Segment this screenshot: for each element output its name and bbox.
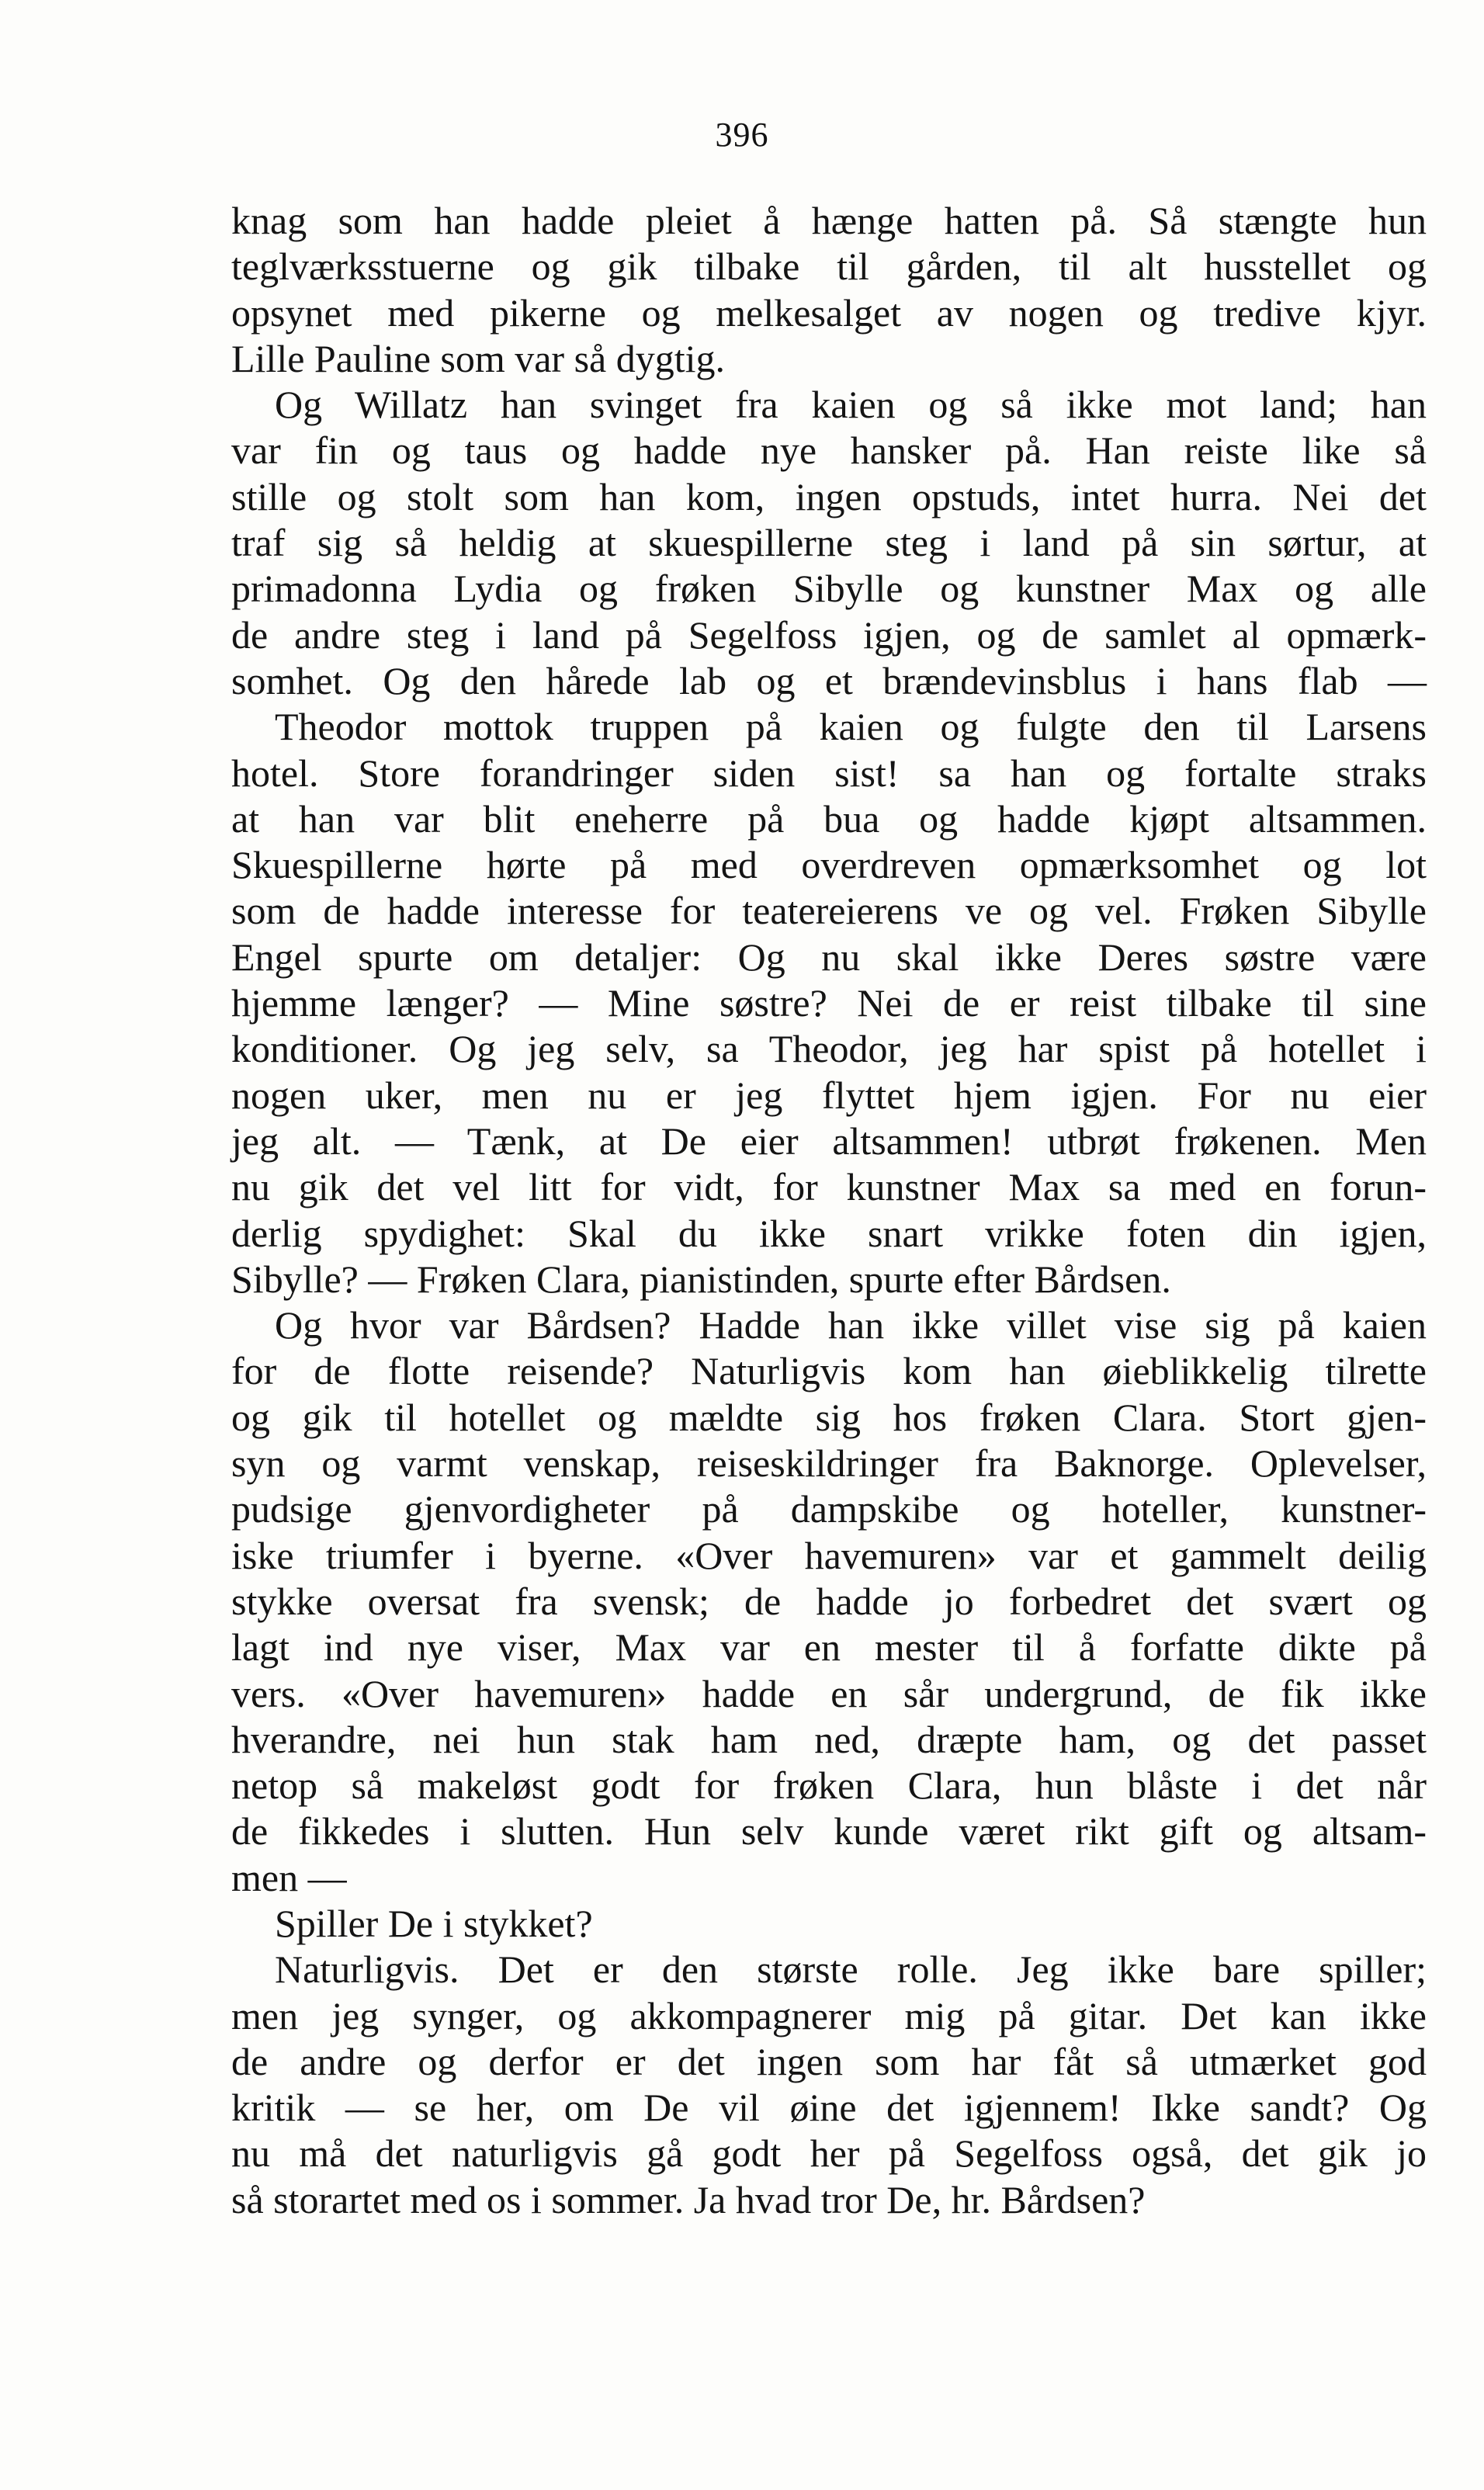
text-line: de andre steg i land på Segelfoss igjen, og de samlet al opmærk-	[231, 612, 1427, 657]
text-line: Sibylle? — Frøken Clara, pianistinden, spurte efter Bårdsen.	[231, 1257, 1171, 1301]
text-line: var fin og taus og hadde nye hansker på. Han reiste like så	[231, 428, 1427, 473]
text-line: vers. «Over havemuren» hadde en sår undergrund, de fik ikke	[231, 1671, 1427, 1715]
text-line: nu må det naturligvis gå godt her på Segelfoss også, det gik jo	[231, 2131, 1427, 2176]
text-line: men jeg synger, og akkompagnerer mig på gitar. Det kan ikke	[231, 1993, 1427, 2037]
text-line: Engel spurte om detaljer: Og nu skal ikke Deres søstre være	[231, 935, 1427, 979]
text-line: jeg alt. — Tænk, at De eier altsammen! utbrøt frøkenen. Men	[231, 1118, 1427, 1163]
text-line: Og hvor var Bårdsen? Hadde han ikke villet vise sig på kaien	[275, 1303, 1427, 1347]
text-line: traf sig så heldig at skuespillerne steg i land på sin sørtur, at	[231, 521, 1427, 565]
text-line: at han var blit eneherre på bua og hadde kjøpt altsammen.	[231, 796, 1427, 841]
text-line: hotel. Store forandringer siden sist! sa han og fortalte straks	[231, 751, 1427, 795]
text-line: og gik til hotellet og mældte sig hos frøken Clara. Stort gjen-	[231, 1395, 1427, 1439]
text-line: syn og varmt venskap, reiseskildringer fra Baknorge. Oplevelser,	[231, 1441, 1427, 1486]
text-line: stille og stolt som han kom, ingen opstuds, intet hurra. Nei det	[231, 474, 1427, 518]
text-line: de andre og derfor er det ingen som har fåt så utmærket god	[231, 2039, 1427, 2083]
body-text	[231, 198, 1427, 2223]
text-line: teglværksstuerne og gik tilbake til gården, til alt husstellet og	[231, 244, 1427, 289]
text-line: kritik — se her, om De vil øine det igjennem! Ikke sandt? Og	[231, 2086, 1427, 2130]
text-line: iske triumfer i byerne. «Over havemuren» var et gammelt deilig	[231, 1533, 1427, 1577]
text-line: så storartet med os i sommer. Ja hvad tror De, hr. Bårdsen?	[231, 2177, 1146, 2221]
text-line: somhet. Og den hårede lab og et brændevinsblus i hans flab —	[231, 658, 1427, 702]
text-line: Spiller De i stykket?	[275, 1901, 593, 1945]
text-line: nu gik det vel litt for vidt, for kunstner Max sa med en forun-	[231, 1165, 1427, 1209]
text-line: Og Willatz han svinget fra kaien og så ikke mot land; han	[275, 383, 1427, 427]
text-line: derlig spydighet: Skal du ikke snart vrikke foten din igjen,	[231, 1211, 1427, 1255]
text-line: netop så makeløst godt for frøken Clara, hun blåste i det når	[231, 1763, 1427, 1808]
text-line: stykke oversat fra svensk; de hadde jo forbedret det svært og	[231, 1579, 1427, 1623]
text-line: knag som han hadde pleiet å hænge hatten på. Så stængte hun	[231, 199, 1427, 242]
text-line: pudsige gjenvordigheter på dampskibe og hoteller, kunstner-	[231, 1487, 1427, 1531]
text-line: hjemme længer? — Mine søstre? Nei de er reist tilbake til sine	[231, 981, 1427, 1025]
text-line: for de flotte reisende? Naturligvis kom han øieblikkelig tilrette	[231, 1349, 1427, 1393]
text-line: primadonna Lydia og frøken Sibylle og kunstner Max og alle	[231, 567, 1427, 611]
text-line: opsynet med pikerne og melkesalget av nogen og tredive kjyr.	[231, 290, 1427, 335]
page-number: 396	[715, 116, 769, 154]
text-line: Skuespillerne hørte på med overdreven opmærksomhet og lot	[231, 843, 1427, 887]
text-line: hverandre, nei hun stak ham ned, dræpte ham, og det passet	[231, 1717, 1427, 1761]
text-line: som de hadde interesse for teatereierens ve og vel. Frøken Sibylle	[231, 889, 1427, 933]
text-line: de fikkedes i slutten. Hun selv kunde været rikt gift og altsam-	[231, 1809, 1427, 1854]
text-line: men —	[231, 1855, 347, 1899]
text-line: Naturligvis. Det er den største rolle. Jeg ikke bare spiller;	[275, 1947, 1427, 1992]
text-line: konditioner. Og jeg selv, sa Theodor, jeg har spist på hotellet i	[231, 1027, 1427, 1071]
text-line: lagt ind nye viser, Max var en mester til å forfatte dikte på	[231, 1625, 1427, 1670]
text-line: nogen uker, men nu er jeg flyttet hjem igjen. For nu eier	[231, 1073, 1427, 1117]
text-line: Lille Pauline som var så dygtig.	[231, 336, 726, 380]
text-line: Theodor mottok truppen på kaien og fulgte den til Larsens	[275, 705, 1427, 749]
